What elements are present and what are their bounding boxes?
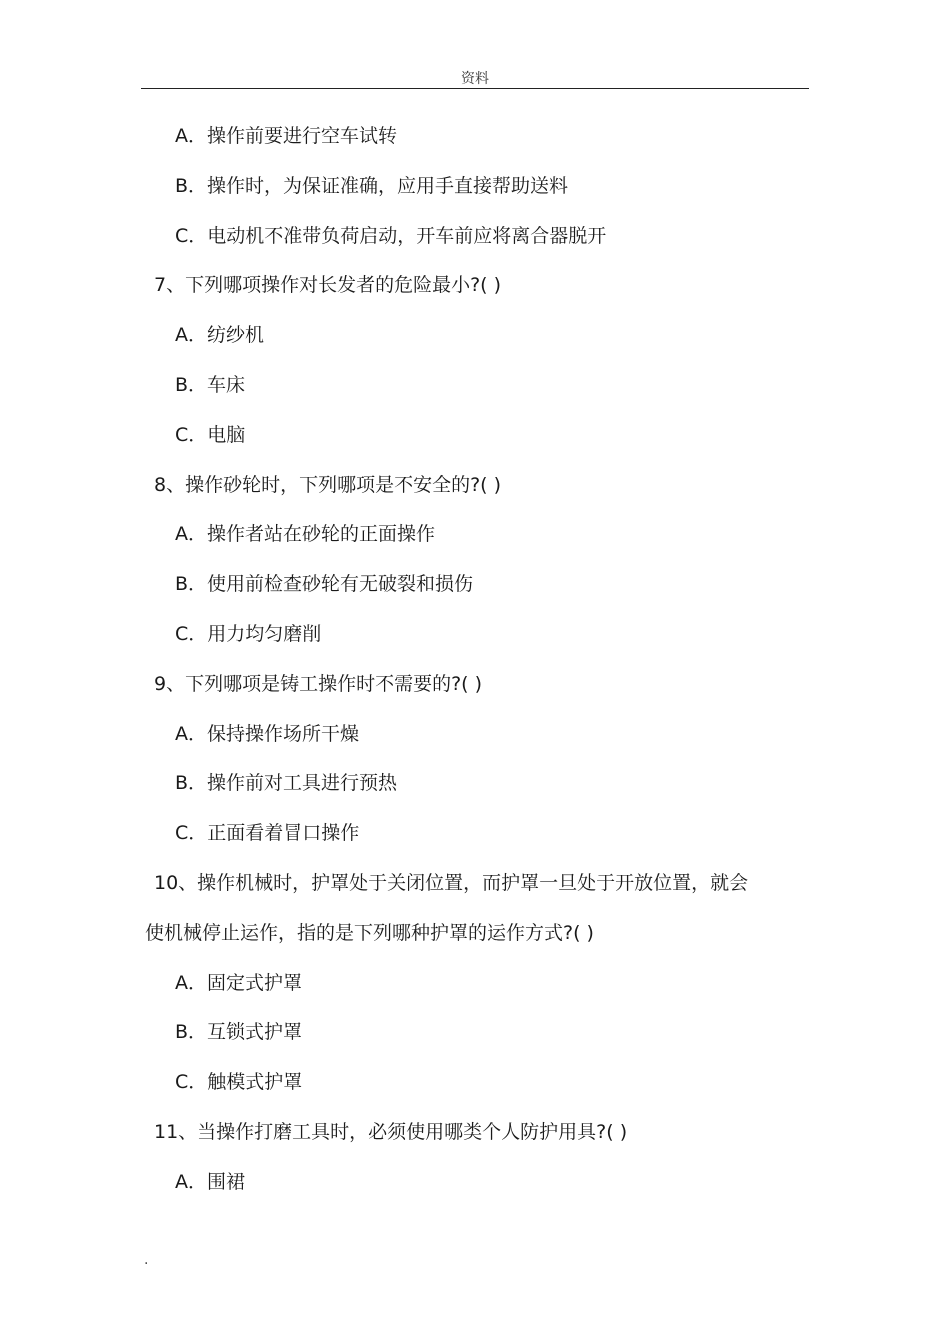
page-header: 资料	[461, 71, 489, 87]
option-line: B．使用前检查砂轮有无破裂和损伤	[175, 573, 474, 596]
option-line: B．车床	[175, 373, 246, 396]
option-line: C．正面看着冒口操作	[175, 822, 360, 845]
option-line: C．触模式护罩	[175, 1071, 303, 1094]
question-line: 7、下列哪项操作对长发者的危险最小?( )	[154, 274, 502, 297]
option-line: A．操作者站在砂轮的正面操作	[175, 523, 435, 546]
question-line: 11、当操作打磨工具时，必须使用哪类个人防护用具?( )	[154, 1120, 628, 1143]
option-line: C．电脑	[175, 423, 246, 446]
question-line: 8、操作砂轮时，下列哪项是不安全的?( )	[154, 473, 502, 496]
option-line: A．操作前要进行空车试转	[175, 125, 397, 147]
option-line: A．保持操作场所干燥	[175, 722, 359, 745]
document-body	[145, 112, 807, 1208]
option-line: B．操作时，为保证准确，应用手直接帮助送料	[175, 174, 569, 197]
option-line: A．围裙	[175, 1170, 245, 1193]
question-line: 10、操作机械时，护罩处于关闭位置，而护罩一旦处于开放位置，就会	[154, 871, 749, 894]
question-line: 9、下列哪项是铸工操作时不需要的?( )	[154, 672, 483, 695]
option-line: C．用力均匀磨削	[175, 622, 322, 645]
option-line: C．电动机不准带负荷启动，开车前应将离合器脱开	[175, 224, 607, 247]
header-rule	[141, 88, 809, 89]
option-line: B．互锁式护罩	[175, 1021, 303, 1044]
footer-mark: .	[144, 1252, 149, 1268]
option-line: A．纺纱机	[175, 324, 264, 347]
option-line: A．固定式护罩	[175, 971, 302, 994]
question-continuation-line: 使机械停止运作，指的是下列哪种护罩的运作方式?( )	[145, 921, 594, 944]
option-line: B．操作前对工具进行预热	[175, 772, 398, 795]
